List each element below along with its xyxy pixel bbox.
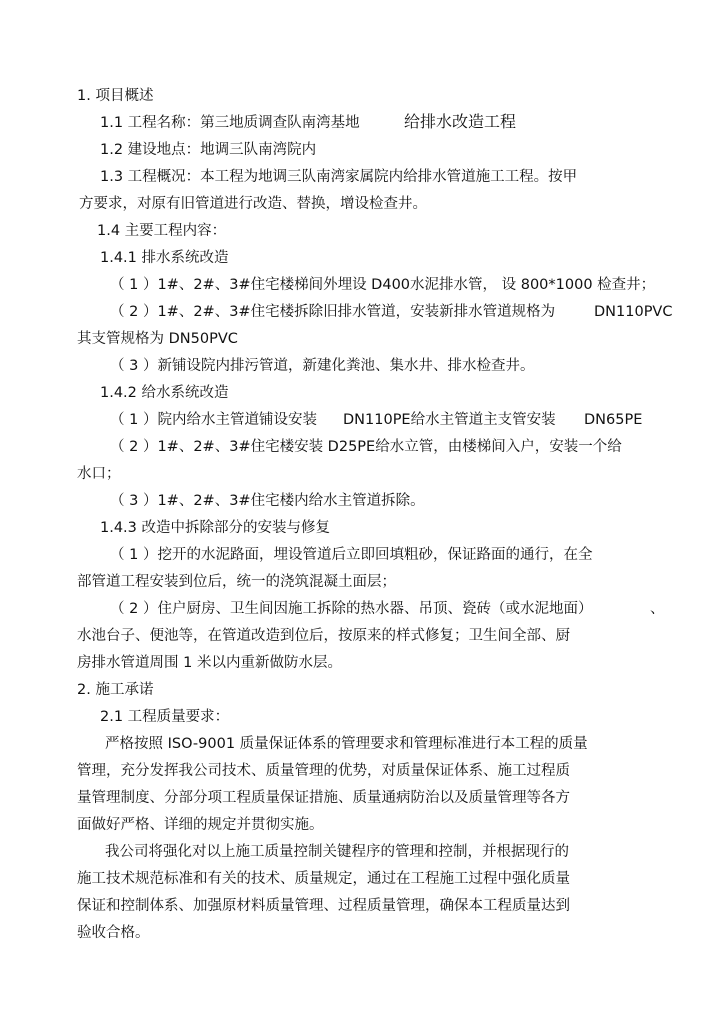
water-item-1-end: DN65PE bbox=[584, 412, 643, 428]
section-1-heading: 1. 项目概述 bbox=[77, 88, 154, 104]
water-supply-heading: 1.4.2 给水系统改造 bbox=[100, 385, 229, 401]
quality-paragraph-2-line-3: 保证和控制体系、加强原材料质量管理、过程质量管理，确保本工程质量达到 bbox=[77, 898, 570, 914]
water-item-1-mid: DN110PE给水主管道主支管安装 bbox=[343, 412, 556, 428]
project-name-suffix: 给排水改造工程 bbox=[404, 112, 517, 131]
drainage-heading: 1.4.1 排水系统改造 bbox=[100, 250, 229, 266]
water-item-1: （ 1 ）院内给水主管道铺设安装 bbox=[110, 412, 317, 428]
quality-paragraph-2-line-1: 我公司将强化对以上施工质量控制关键程序的管理和控制，并根据现行的 bbox=[105, 844, 569, 860]
main-content-heading: 1.4 主要工程内容： bbox=[97, 223, 227, 239]
quality-paragraph-1-line-3: 量管理制度、分部分项工程质量保证措施、质量通病防治以及质量管理等各方 bbox=[77, 790, 570, 806]
quality-paragraph-1-line-2: 管理，充分发挥我公司技术、质量管理的优势，对质量保证体系、施工过程质 bbox=[77, 763, 570, 779]
quality-paragraph-1-line-1: 严格按照 ISO-9001 质量保证体系的管理要求和管理标准进行本工程的质量 bbox=[105, 736, 588, 752]
repair-heading: 1.4.3 改造中拆除部分的安装与修复 bbox=[100, 520, 331, 536]
overview-line-2: 方要求，对原有旧管道进行改造、替换，增设检查井。 bbox=[79, 196, 427, 212]
section-2-heading: 2. 施工承诺 bbox=[77, 682, 154, 698]
repair-item-2: （ 2 ）住户厨房、卫生间因施工拆除的热水器、吊顶、瓷砖（或水泥地面） bbox=[110, 601, 593, 617]
quality-paragraph-1-line-4: 面做好严格、详细的规定并贯彻实施。 bbox=[77, 817, 324, 833]
drainage-item-1: （ 1 ）1#、2#、3#住宅楼梯间外埋设 D400水泥排水管， 设 800*1000 检查井； bbox=[110, 277, 656, 293]
overview-line-1: 1.3 工程概况：本工程为地调三队南湾家属院内给排水管道施工工程。按甲 bbox=[100, 169, 578, 185]
drainage-item-2-spec: DN110PVC bbox=[594, 304, 673, 320]
repair-item-1-cont: 部管道工程安装到位后，统一的浇筑混凝土面层； bbox=[77, 574, 396, 590]
water-item-3: （ 3 ）1#、2#、3#住宅楼内给水主管道拆除。 bbox=[110, 493, 425, 509]
drainage-item-2-cont: 其支管规格为 DN50PVC bbox=[77, 331, 238, 347]
quality-requirements-heading: 2.1 工程质量要求： bbox=[100, 709, 230, 725]
quality-paragraph-2-line-2: 施工技术规范标准和有关的技术、质量规定，通过在工程施工过程中强化质量 bbox=[77, 871, 570, 887]
repair-item-2-cont-1: 水池台子、便池等，在管道改造到位后，按原来的样式修复；卫生间全部、厨 bbox=[77, 628, 570, 644]
water-item-2-cont: 水口； bbox=[77, 466, 121, 482]
quality-paragraph-2-line-4: 验收合格。 bbox=[77, 925, 150, 941]
water-item-2: （ 2 ）1#、2#、3#住宅楼安装 D25PE给水立管，由楼梯间入户，安装一个给 bbox=[110, 439, 622, 455]
project-name-line: 1.1 工程名称：第三地质调查队南湾基地 bbox=[100, 115, 360, 131]
repair-item-2-cont-2: 房排水管道周围 1 米以内重新做防水层。 bbox=[77, 655, 342, 671]
repair-item-1: （ 1 ）挖开的水泥路面，埋设管道后立即回填粗砂，保证路面的通行，在全 bbox=[110, 547, 593, 563]
drainage-item-2: （ 2 ）1#、2#、3#住宅楼拆除旧排水管道，安装新排水管道规格为 bbox=[110, 304, 556, 320]
site-line: 1.2 建设地点：地调三队南湾院内 bbox=[100, 142, 317, 158]
repair-item-2-comma: 、 bbox=[650, 601, 665, 617]
drainage-item-3: （ 3 ）新铺设院内排污管道，新建化粪池、集水井、排水检查井。 bbox=[110, 358, 535, 374]
